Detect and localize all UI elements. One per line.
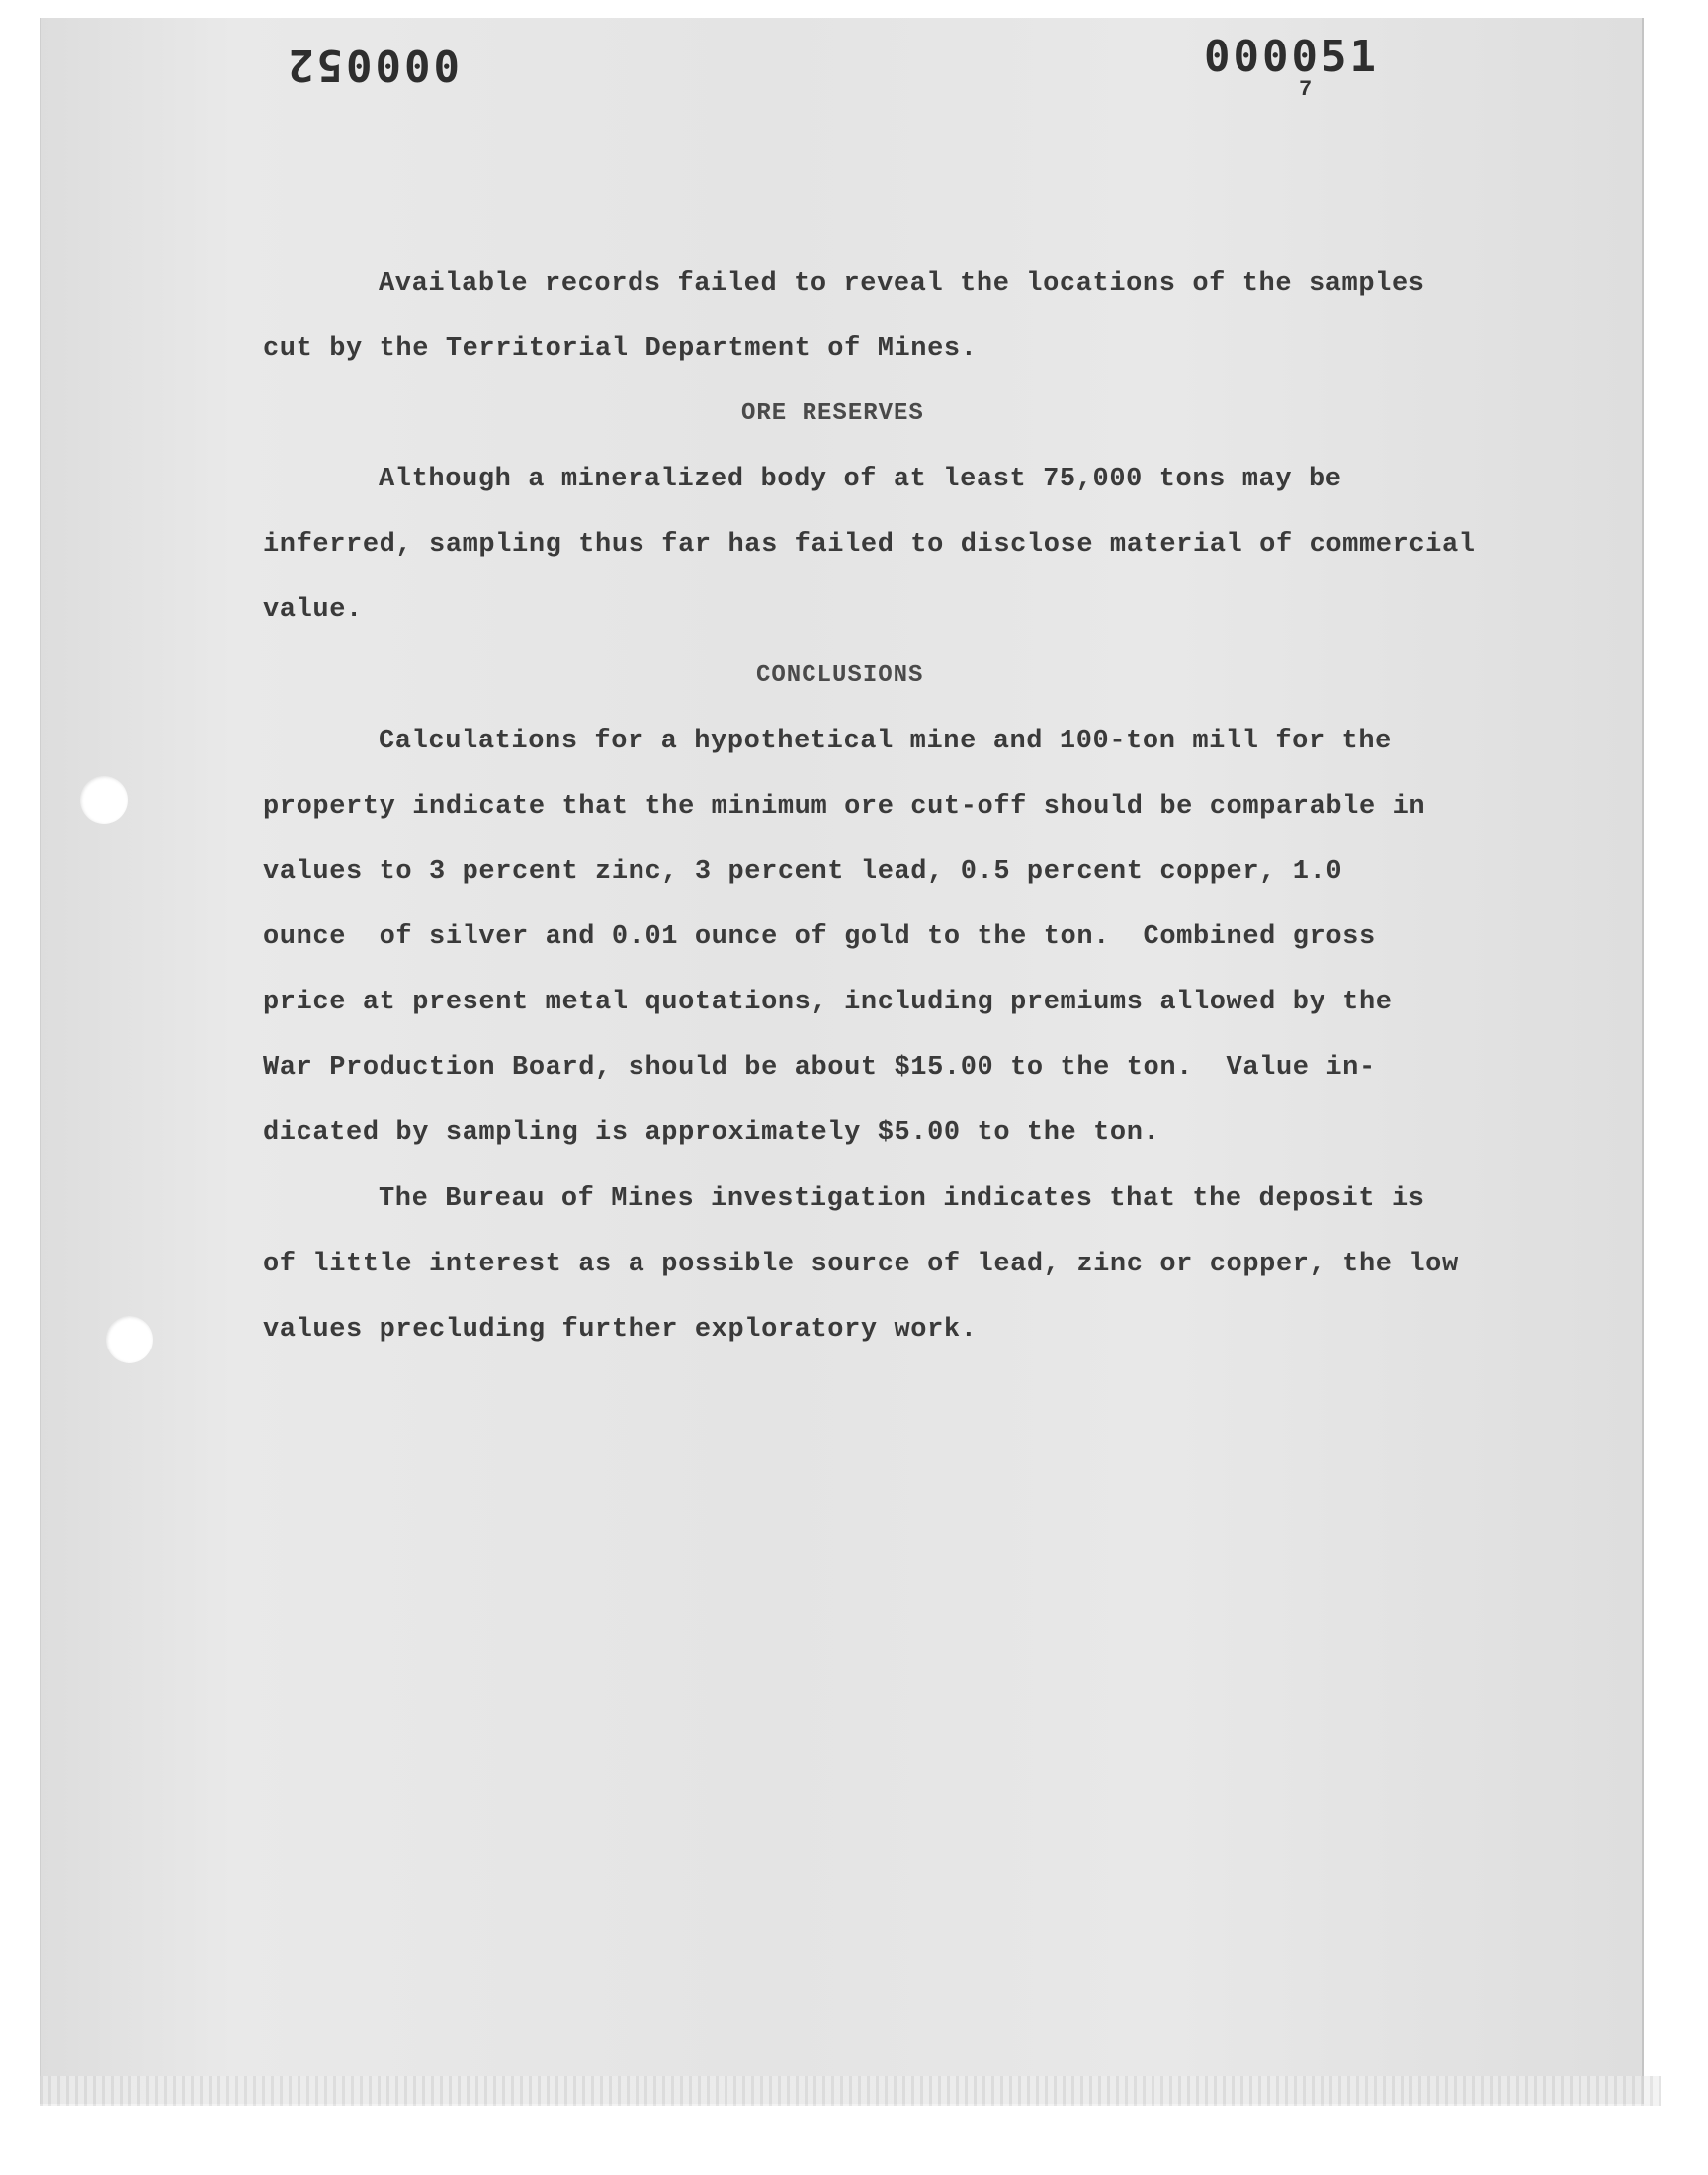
- scan-edge-artifact: [40, 2076, 1661, 2106]
- punch-hole-upper: [80, 776, 128, 824]
- body-line: values to 3 percent zinc, 3 percent lead, 0.5 percent copper, 1.0: [263, 857, 1343, 887]
- body-line: War Production Board, should be about $15.00 to the ton. Value in-: [263, 1053, 1376, 1083]
- body-line: The Bureau of Mines investigation indicates that the deposit is: [379, 1184, 1425, 1214]
- body-line: values precluding further exploratory work.: [263, 1315, 978, 1345]
- body-line: dicated by sampling is approximately $5.00 to the ton.: [263, 1118, 1160, 1148]
- section-heading-conclusions: CONCLUSIONS: [756, 662, 924, 689]
- punch-hole-lower: [106, 1316, 153, 1363]
- document-stamp-top-right: 000051: [1204, 32, 1379, 82]
- body-line: value.: [263, 595, 363, 625]
- body-line: Although a mineralized body of at least 75,000 tons may be: [379, 465, 1342, 494]
- body-line: cut by the Territorial Department of Mines.: [263, 334, 978, 364]
- body-line: property indicate that the minimum ore cut-off should be comparable in: [263, 792, 1426, 822]
- document-stamp-top-left: 000052: [285, 40, 460, 90]
- body-line: inferred, sampling thus far has failed to disclose material of commercial: [263, 530, 1476, 560]
- body-line: price at present metal quotations, including premiums allowed by the: [263, 988, 1393, 1017]
- body-line: Available records failed to reveal the locations of the samples: [379, 269, 1425, 299]
- body-line: ounce of silver and 0.01 ounce of gold to the ton. Combined gross: [263, 922, 1376, 952]
- body-line: Calculations for a hypothetical mine and 100-ton mill for the: [379, 727, 1392, 756]
- page-number: 7: [1299, 77, 1313, 102]
- section-heading-ore-reserves: ORE RESERVES: [741, 400, 924, 427]
- body-line: of little interest as a possible source of lead, zinc or copper, the low: [263, 1250, 1459, 1279]
